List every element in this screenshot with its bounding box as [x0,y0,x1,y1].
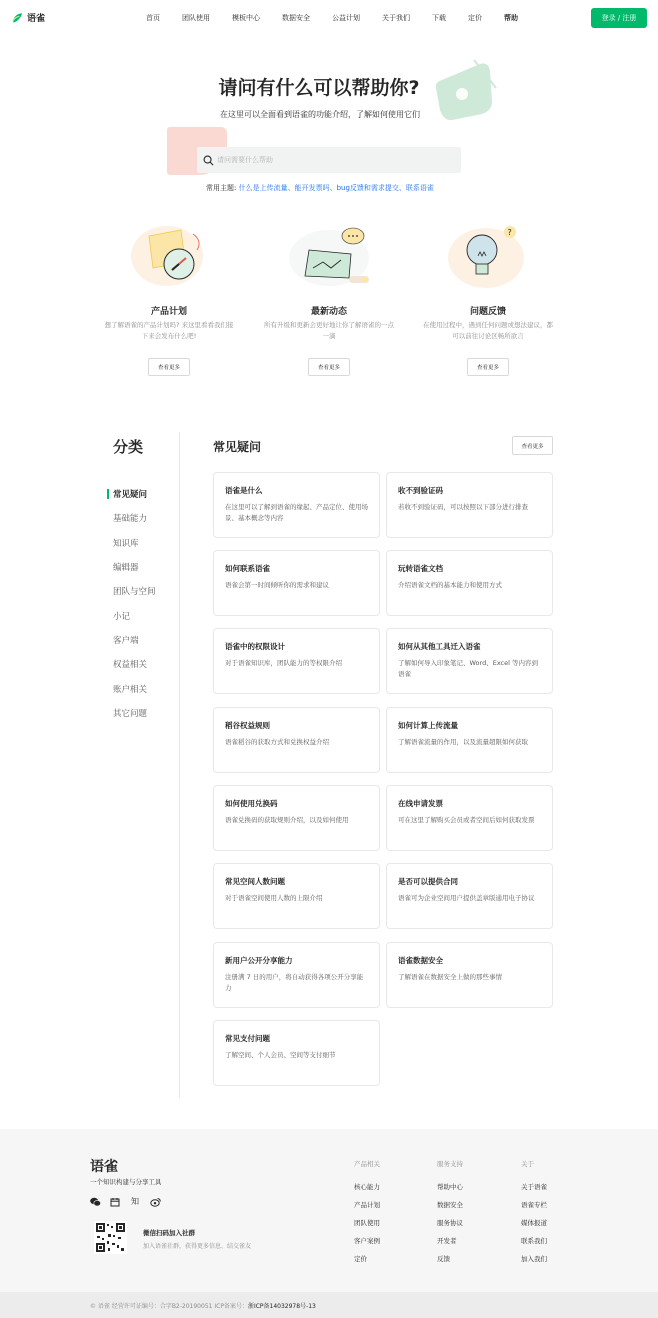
faq-card-desc: 若收不到验证码，可以按照以下部分进行排查 [398,503,528,511]
footer-link[interactable]: 语雀专栏 [521,1201,547,1209]
faq-card[interactable] [213,785,380,851]
topic-link-feedback[interactable]: bug反馈和需求提交、 [336,184,406,192]
faq-card[interactable] [213,472,380,538]
footer-brand: 语雀 [90,1159,118,1175]
faq-card[interactable] [386,472,553,538]
category-item-team-space[interactable]: 团队与空间 [113,587,156,598]
footer-column-product [354,1159,380,1272]
category-item-basics[interactable]: 基础能力 [113,514,148,525]
faq-view-more-button[interactable]: 查看更多 [512,436,553,455]
search-placeholder: 请问需要什么帮助 [217,156,273,164]
qr-title: 微信扫码加入社群 [143,1229,195,1237]
faq-card-title: 常见空间人数问题 [225,877,285,886]
social-links [90,1196,161,1207]
faq-card[interactable] [213,628,380,694]
footer-link[interactable]: 媒体报道 [521,1219,547,1227]
faq-card[interactable] [213,942,380,1008]
card-desc: 想了解语雀的产品计划吗? 来这里看看我们接下来会发布什么吧! [104,321,234,340]
nav-item-teams[interactable]: 团队使用 [182,14,210,22]
footer-link[interactable]: 团队使用 [354,1219,380,1227]
footer-link[interactable]: 关于语雀 [521,1183,547,1191]
topic-link-upload-traffic[interactable]: 什么是上传流量、 [238,184,295,192]
footer-column-heading: 产品相关 [354,1160,380,1168]
faq-card-title: 语雀中的权限设计 [225,642,285,651]
faq-card-desc: 注册满 7 日的用户，将自动获得各项公开分享能力 [225,973,364,992]
footer-link[interactable]: 数据安全 [437,1201,463,1209]
calendar-icon[interactable] [110,1197,120,1207]
faq-card-desc: 介绍语雀文档的基本能力和使用方式 [398,581,502,589]
brand-logo-icon [12,12,23,24]
faq-title: 常见疑问 [213,440,262,454]
nav-item-charity[interactable]: 公益计划 [332,14,360,22]
faq-card[interactable] [213,707,380,773]
chat-illustration [279,214,379,294]
card-desc: 在使用过程中，遇到任何问题或想法建议，都可以前往讨论区畅所欲言 [423,321,553,340]
faq-card[interactable] [386,628,553,694]
search-icon [203,155,214,166]
brand-name: 语雀 [27,14,46,24]
faq-card-title: 常见支付问题 [225,1034,270,1043]
faq-card-desc: 对于语雀知识库，团队能力的等权限介绍 [225,659,342,667]
category-item-other[interactable]: 其它问题 [113,708,148,719]
topic-link-invoice[interactable]: 能开发票吗、 [294,184,337,192]
faq-card-desc: 了解空间、个人会员、空间等支付细节 [225,1051,336,1059]
footer [0,1129,658,1292]
faq-card[interactable] [386,942,553,1008]
faq-card-desc: 语雀兑换码的获取规则介绍，以及如何使用 [225,816,349,824]
compass-illustration [119,214,219,294]
top-nav [0,0,658,36]
divider [179,432,180,1098]
faq-card[interactable] [386,550,553,616]
faq-card-desc: 可在这里了解购买会员或者空间后如何获取发票 [398,816,535,824]
card-desc: 所有升级和更新会更好地让你了解语雀的一点一滴 [264,321,394,340]
category-item-benefits[interactable]: 权益相关 [113,660,148,671]
faq-card-desc: 了解语雀流量的作用，以及流量超限如何获取 [398,738,528,746]
faq-card-desc: 对于语雀空间使用人数的上限介绍 [225,894,323,902]
nav-item-download[interactable]: 下载 [432,14,446,22]
footer-link[interactable]: 联系我们 [521,1237,547,1245]
qr-code-image [94,1221,127,1254]
footer-link[interactable]: 核心能力 [354,1183,380,1191]
category-list [107,482,156,725]
page-subtitle: 在这里可以全面看到语雀的功能介绍，了解如何使用它们 [220,110,420,119]
copyright-bar [0,1292,658,1318]
footer-column-heading: 关于 [521,1160,534,1168]
icp-link[interactable]: 浙ICP备14032978号-13 [247,1303,316,1310]
nav-item-templates[interactable]: 模板中心 [232,14,260,22]
category-item-faq[interactable]: 常见疑问 [107,482,156,506]
faq-card[interactable] [213,863,380,929]
faq-card-title: 如何计算上传流量 [398,721,458,730]
footer-slogan: 一个知识构建与分享工具 [90,1178,162,1186]
faq-card-title: 语雀是什么 [225,486,263,495]
footer-link[interactable]: 加入我们 [521,1255,547,1263]
copyright-text [90,1301,316,1310]
topics-label: 常用主题: [206,184,237,192]
footer-column-support [437,1159,463,1272]
faq-card-title: 如何联系语雀 [225,564,270,573]
category-item-notes[interactable]: 小记 [113,611,131,622]
footer-link[interactable]: 帮助中心 [437,1183,463,1191]
footer-column-about [521,1159,547,1272]
footer-link[interactable]: 产品计划 [354,1201,380,1209]
footer-column-heading: 服务支持 [437,1160,463,1168]
faq-card-title: 玩转语雀文档 [398,564,443,573]
category-title: 分类 [113,438,144,456]
faq-card-title: 语雀数据安全 [398,956,443,965]
category-item-knowledge-base[interactable]: 知识库 [113,538,139,549]
faq-card-title: 新用户公开分享能力 [225,956,293,965]
card-product-plan [94,214,244,371]
svg-text:?: ? [507,228,512,237]
faq-card[interactable] [213,550,380,616]
faq-card-title: 如何使用兑换码 [225,799,278,808]
faq-card[interactable] [213,1020,380,1086]
faq-card-desc: 了解语雀在数据安全上做的那些事情 [398,973,502,981]
footer-link[interactable]: 定价 [354,1255,367,1263]
faq-card-desc: 在这里可以了解到语雀的缘起、产品定位、使用场景、基本概念等内容 [225,503,368,522]
faq-card-title: 收不到验证码 [398,486,443,495]
lightbulb-illustration [438,214,538,294]
category-item-editor[interactable]: 编辑器 [113,563,139,574]
category-item-client[interactable]: 客户端 [113,635,139,646]
nav-links [146,13,518,23]
faq-card-title: 稻谷权益规则 [225,721,270,730]
card-title: 最新动态 [310,307,347,317]
faq-card-desc: 语雀会第一时间倾听你的需求和建议 [225,581,329,589]
faq-card-desc: 了解如何导入印象笔记、Word、Excel 等内容到语雀 [398,659,538,678]
faq-card-title: 是否可以提供合同 [398,877,458,886]
search-input[interactable] [197,147,461,173]
nav-item-help[interactable]: 帮助 [504,14,518,22]
footer-link[interactable]: 服务协议 [437,1219,463,1227]
faq-card[interactable] [386,785,553,851]
view-more-button[interactable]: 查看更多 [467,358,509,376]
nav-item-home[interactable]: 首页 [146,14,160,22]
card-title: 问题反馈 [469,307,506,317]
footer-link[interactable]: 客户案例 [354,1237,380,1245]
view-more-button[interactable]: 查看更多 [308,358,350,376]
faq-card-desc: 语雀可为企业空间用户提供盖章版通用电子协议 [398,894,535,902]
nav-item-pricing[interactable]: 定价 [468,14,482,22]
nav-item-security[interactable]: 数据安全 [282,14,310,22]
faq-card[interactable] [386,863,553,929]
topic-link-contact[interactable]: 联系语雀 [405,184,434,192]
card-latest-news [254,214,404,371]
nav-item-about[interactable]: 关于我们 [382,14,410,22]
qr-subtitle: 加入语雀社群，获得更多信息、结交雀友 [143,1243,252,1250]
faq-card-desc: 语雀稻谷的获取方式和兑换权益介绍 [225,738,329,746]
faq-card-title: 在线申请发票 [398,799,443,808]
logo[interactable] [12,11,45,24]
page-title: 请问有什么可以帮助你? [218,77,420,99]
zhihu-icon[interactable]: 知 [131,1197,139,1206]
weibo-icon[interactable] [150,1197,161,1207]
category-item-account[interactable]: 账户相关 [113,684,148,695]
faq-card-title: 如何从其他工具迁入语雀 [398,642,481,651]
footer-link[interactable]: 开发者 [437,1237,457,1245]
card-title: 产品计划 [150,307,187,317]
common-topics [206,183,434,193]
card-feedback [413,214,563,371]
footer-link[interactable]: 反馈 [437,1255,450,1263]
faq-card[interactable] [386,707,553,773]
copyright-label: © 语雀 经营许可证编号：合字B2-20190051 ICP备案号： [90,1303,248,1310]
login-button[interactable]: 登录 / 注册 [591,8,647,28]
wechat-icon[interactable] [90,1197,101,1207]
view-more-button[interactable]: 查看更多 [148,358,190,376]
